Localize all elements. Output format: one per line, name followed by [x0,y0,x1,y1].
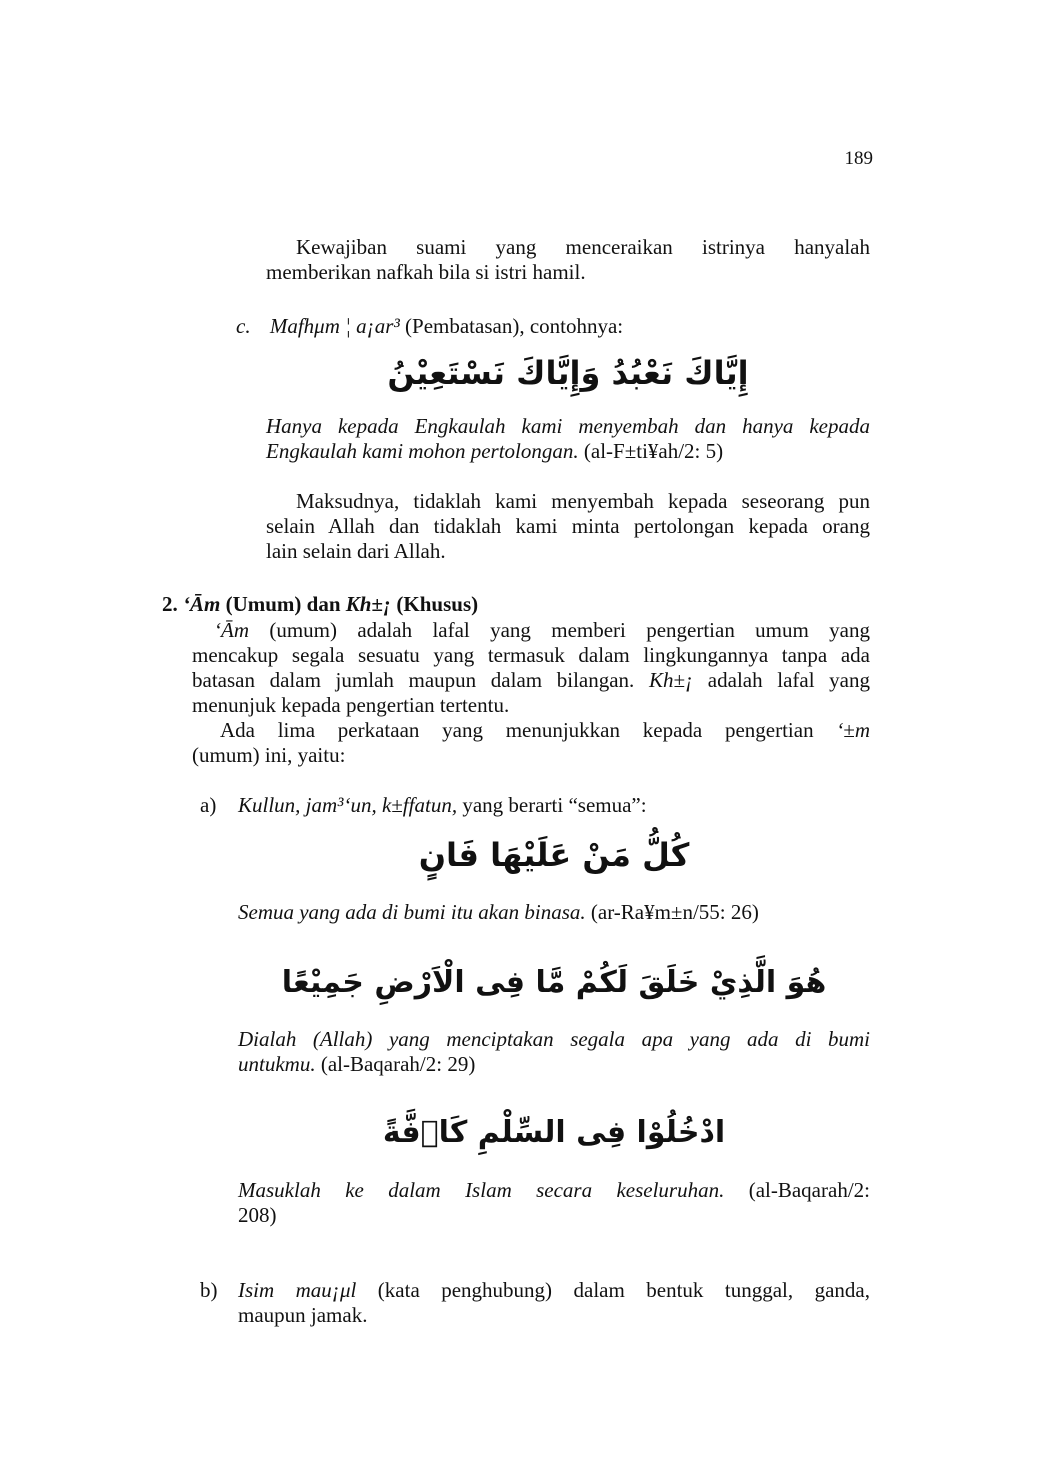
verse-reference: (al-F±ti¥ah/2: 5) [578,439,724,463]
term-description: yang berarti “semua”: [457,793,647,817]
paragraph-line: selain Allah dan tidaklah kami minta pertolongan kepada orang [266,514,870,538]
verse-reference: 208) [238,1203,277,1227]
translation-line [266,439,870,464]
arabic-verse: هُوَ الَّذِيْ خَلَقَ لَكُمْ مَّا فِى الْاَرْضِ جَمِيْعًا [281,965,827,1000]
term: ‘±m [836,718,870,742]
list-item-a [238,793,870,818]
list-item-b [238,1278,870,1303]
paragraph-line [192,618,870,643]
list-marker: b) [200,1278,218,1302]
section-heading [162,592,862,617]
paragraph-text: (umum) adalah lafal yang memberi pengertian umum yang [249,618,870,642]
paragraph-line: (umum) ini, yaitu: [192,743,346,767]
paragraph-line: maupun jamak. [238,1303,368,1327]
term: Isim mau¡μl [238,1278,357,1302]
translation-text: Masuklah ke dalam Islam secara keseluruhan. [238,1178,725,1202]
paragraph-line: lain selain dari Allah. [266,539,446,563]
translation-line [238,1052,870,1077]
page-number: 189 [844,148,873,169]
list-item-c [236,314,876,339]
translation-line: Dialah (Allah) yang menciptakan segala apa yang ada di bumi [238,1027,870,1051]
arabic-verse: إِيَّاكَ نَعْبُدُ وَإِيَّاكَ نَسْتَعِيْنُ [387,354,749,392]
verse-reference: (al-Baqarah/2: [724,1178,870,1202]
paragraph-text: batasan dalam jumlah maupun dalam bilangan. [192,668,649,692]
translation-text: Engkaulah kami mohon pertolongan. [266,439,579,463]
list-marker: c. [236,314,251,338]
paragraph-line: Maksudnya, tidaklah kami menyembah kepada seseorang pun [296,489,870,513]
paragraph-text: Ada lima perkataan yang menunjukkan kepada pengertian [220,718,837,742]
term-description: (Pembatasan), contohnya: [399,314,624,338]
heading-text: (Umum) dan [220,592,346,616]
term: Mafhμm ¦ a¡ar³ [269,314,400,338]
term: ‘Ām [214,618,249,642]
list-marker: a) [200,793,217,817]
section-number: 2. [162,592,183,616]
paragraph-line: mencakup segala sesuatu yang termasuk dalam lingkungannya tanpa ada [192,643,870,667]
translation-line [238,900,870,925]
paragraph-line [192,718,870,743]
paragraph-line [192,668,870,693]
term: ‘Ām [183,592,221,616]
term: Kh±¡ [345,592,392,616]
arabic-verse: ادْخُلُوْا فِى السِّلْمِ كَاۤفَّةً [382,1115,726,1150]
translation-text: untukmu. [238,1052,316,1076]
heading-text: (Khusus) [391,592,479,616]
translation-text: Semua yang ada di bumi itu akan binasa. [238,900,586,924]
arabic-verse: كُلُّ مَنْ عَلَيْهَا فَانٍ [418,836,690,874]
paragraph-line: memberikan nafkah bila si istri hamil. [266,260,586,284]
term: Kh±¡ [648,668,694,692]
paragraph-line: Kewajiban suami yang menceraikan istrinya hanyalah [296,235,870,259]
paragraph-line: menunjuk kepada pengertian tertentu. [192,693,510,717]
term-description: (kata penghubung) dalam bentuk tunggal, ganda, [356,1278,870,1302]
verse-reference: (al-Baqarah/2: 29) [315,1052,476,1076]
term: Kullun, jam³‘un, k±ffatun, [238,793,458,817]
verse-reference: (ar-Ra¥m±n/55: 26) [585,900,759,924]
translation-line: Hanya kepada Engkaulah kami menyembah dan hanya kepada [266,414,870,438]
translation-line [238,1178,870,1203]
paragraph-text: adalah lafal yang [693,668,870,692]
